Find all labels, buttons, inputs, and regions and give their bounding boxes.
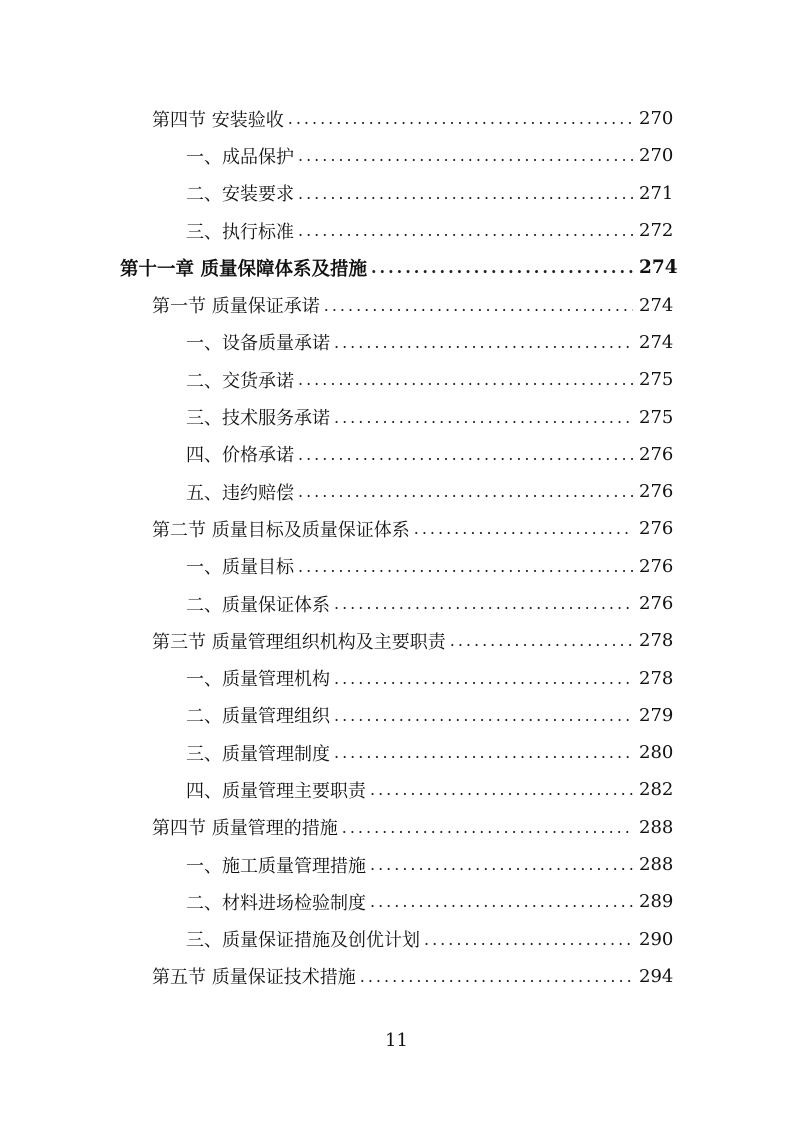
dot-leader (424, 930, 633, 949)
dot-leader (370, 780, 633, 799)
toc-entry-label: 三、质量管理制度 (186, 743, 330, 765)
toc-entry-page-number: 279 (639, 704, 674, 726)
toc-entry-page-number: 270 (639, 108, 674, 130)
toc-entry-item[interactable] (0, 548, 793, 585)
toc-entry-section[interactable] (0, 286, 793, 323)
toc-entry-label: 第三节 质量管理组织机构及主要职责 (152, 631, 446, 653)
toc-entry-page-number: 270 (639, 145, 674, 167)
toc-entry-label: 四、价格承诺 (186, 445, 294, 467)
dot-leader (450, 631, 633, 650)
toc-entry-section[interactable] (0, 958, 793, 995)
table-of-contents (0, 100, 793, 995)
dot-leader (360, 967, 633, 986)
toc-entry-item[interactable] (0, 734, 793, 771)
dot-leader (334, 408, 633, 427)
page-number: 11 (385, 1030, 408, 1051)
toc-entry-page-number: 276 (639, 593, 674, 614)
toc-entry-label: 四、质量管理主要职责 (186, 780, 366, 802)
toc-entry-label: 三、执行标准 (186, 221, 294, 243)
dot-leader (298, 146, 633, 165)
toc-entry-item[interactable] (0, 585, 793, 622)
dot-leader (298, 445, 633, 464)
toc-entry-page-number: 278 (639, 667, 674, 689)
dot-leader (298, 370, 633, 389)
toc-entry-page-number: 271 (639, 182, 674, 204)
dot-leader (334, 594, 633, 613)
toc-entry-item[interactable] (0, 697, 793, 734)
toc-entry-item[interactable] (0, 324, 793, 361)
toc-entry-label: 三、技术服务承诺 (186, 408, 330, 430)
toc-entry-item[interactable] (0, 883, 793, 920)
toc-entry-chapter[interactable] (0, 249, 793, 286)
toc-entry-page-number: 288 (639, 854, 674, 876)
toc-entry-page-number: 274 (639, 257, 678, 279)
dot-leader (298, 557, 633, 576)
toc-entry-item[interactable] (0, 398, 793, 435)
dot-leader (414, 519, 633, 538)
toc-entry-page-number: 276 (639, 443, 674, 465)
toc-entry-page-number: 275 (639, 406, 674, 428)
toc-entry-page-number: 282 (639, 779, 674, 801)
dot-leader (334, 669, 633, 688)
toc-entry-section[interactable] (0, 809, 793, 846)
dot-leader (298, 482, 633, 501)
dot-leader (342, 818, 633, 837)
toc-entry-section[interactable] (0, 100, 793, 137)
toc-entry-label: 二、质量保证体系 (186, 594, 330, 616)
toc-entry-page-number: 275 (639, 369, 674, 391)
toc-entry-page-number: 288 (639, 816, 674, 838)
toc-entry-label: 五、违约赔偿 (186, 482, 294, 504)
toc-entry-page-number: 289 (639, 891, 674, 913)
toc-entry-item[interactable] (0, 771, 793, 808)
toc-entry-page-number: 294 (639, 965, 674, 987)
toc-entry-label: 一、质量管理机构 (186, 669, 330, 691)
toc-entry-page-number: 276 (639, 481, 674, 503)
toc-entry-label: 二、材料进场检验制度 (186, 892, 366, 914)
toc-entry-label: 一、设备质量承诺 (186, 333, 330, 355)
toc-entry-section[interactable] (0, 510, 793, 547)
toc-entry-item[interactable] (0, 212, 793, 249)
dot-leader (324, 296, 633, 315)
dot-leader (298, 184, 633, 203)
toc-entry-label: 第五节 质量保证技术措施 (152, 967, 356, 989)
toc-entry-label: 一、质量目标 (186, 557, 294, 579)
toc-entry-item[interactable] (0, 175, 793, 212)
toc-entry-label: 二、质量管理组织 (186, 706, 330, 728)
toc-entry-section[interactable] (0, 622, 793, 659)
toc-entry-page-number: 276 (639, 518, 674, 540)
toc-entry-label: 二、安装要求 (186, 184, 294, 206)
toc-entry-label: 一、施工质量管理措施 (186, 855, 366, 877)
toc-entry-item[interactable] (0, 921, 793, 958)
toc-entry-page-number: 276 (639, 555, 674, 577)
dot-leader (334, 743, 633, 762)
toc-entry-page-number: 274 (639, 294, 674, 316)
toc-entry-page-number: 272 (639, 220, 674, 242)
toc-entry-label: 第一节 质量保证承诺 (152, 296, 320, 318)
dot-leader (370, 892, 633, 911)
toc-entry-page-number: 290 (639, 928, 674, 950)
toc-entry-page-number: 278 (639, 630, 674, 652)
toc-entry-label: 三、质量保证措施及创优计划 (186, 930, 420, 952)
toc-entry-item[interactable] (0, 137, 793, 174)
dot-leader (288, 109, 633, 128)
toc-entry-page-number: 274 (639, 331, 674, 353)
toc-entry-label: 一、成品保护 (186, 146, 294, 168)
toc-entry-item[interactable] (0, 846, 793, 883)
toc-entry-label: 二、交货承诺 (186, 370, 294, 392)
toc-entry-label: 第二节 质量目标及质量保证体系 (152, 519, 410, 541)
dot-leader (370, 855, 633, 874)
toc-entry-item[interactable] (0, 436, 793, 473)
dot-leader (298, 221, 633, 240)
toc-entry-label: 第四节 安装验收 (152, 109, 284, 131)
toc-entry-page-number: 280 (639, 742, 674, 764)
toc-entry-label: 第十一章 质量保障体系及措施 (120, 258, 367, 280)
dot-leader (334, 706, 633, 725)
dot-leader (334, 333, 633, 352)
toc-entry-label: 第四节 质量管理的措施 (152, 818, 338, 840)
dot-leader (371, 258, 633, 277)
toc-entry-item[interactable] (0, 473, 793, 510)
toc-entry-item[interactable] (0, 361, 793, 398)
toc-entry-item[interactable] (0, 659, 793, 696)
